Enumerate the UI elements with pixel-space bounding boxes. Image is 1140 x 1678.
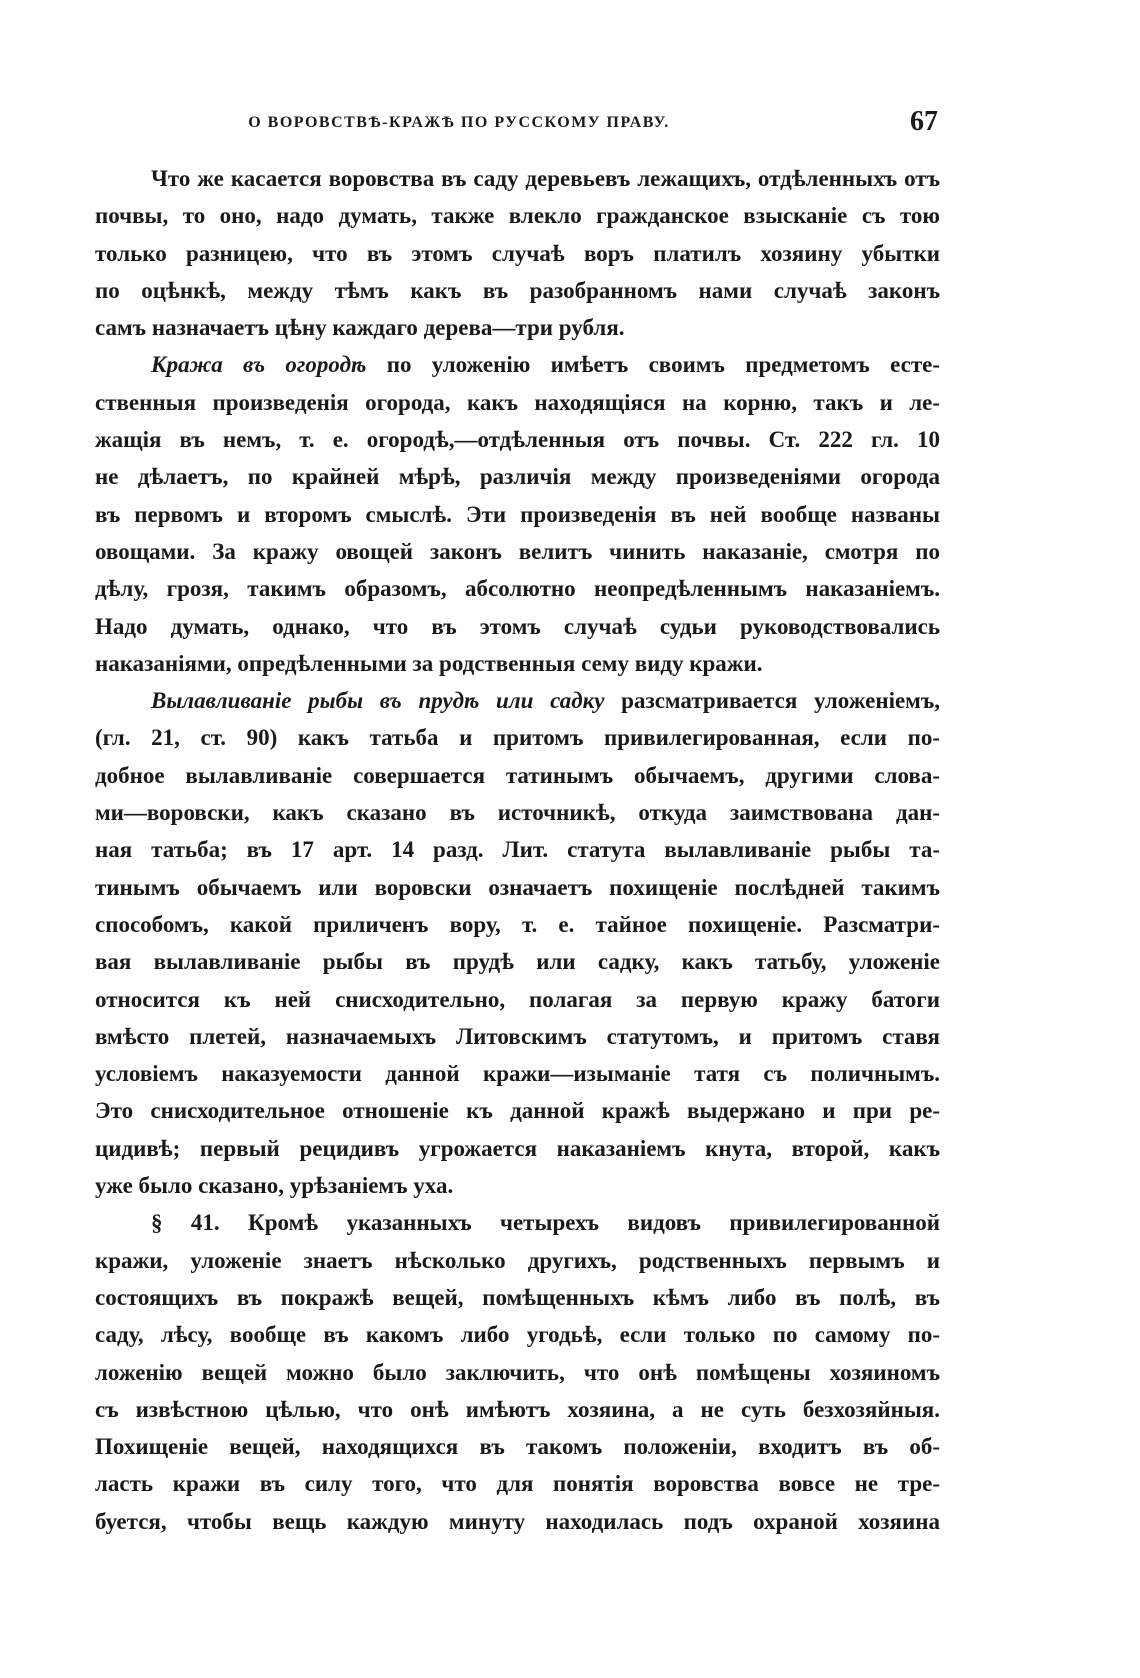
text-line: дѣлу, грозя, такимъ образомъ, абсолютно неопредѣленнымъ наказаніемъ. — [95, 576, 940, 602]
text-line: Что же касается воровства въ саду деревьевъ лежащихъ, отдѣленныхъ отъ — [151, 166, 940, 191]
text-line: уже было сказано, урѣзаніемъ уха. — [95, 1173, 454, 1199]
text-line: не дѣлаетъ, по крайней мѣрѣ, различія между произведеніями огорода — [95, 464, 940, 490]
text-line: самъ назначаетъ цѣну каждаго дерева—три рубля. — [95, 315, 625, 341]
italic-lead: Кража въ огородѣ — [151, 352, 367, 378]
text-line: вая вылавливаніе рыбы въ прудѣ или садку, какъ татьбу, уложеніе — [95, 949, 940, 975]
text-line: саду, лѣсу, вообще въ какомъ либо угодьѣ, если только по самому по- — [95, 1322, 940, 1348]
text-line — [95, 346, 940, 383]
text-line: съ извѣстною цѣлью, что онѣ имѣютъ хозяина, а не суть безхозяйныя. — [95, 1396, 940, 1422]
text-line: Похищеніе вещей, находящихся въ такомъ положеніи, входитъ въ об- — [95, 1434, 940, 1460]
text-line: почвы, то оно, надо думать, также влекло гражданское взысканіе съ тою — [95, 203, 940, 229]
paragraph-section-41 — [95, 1204, 940, 1540]
text-line: условіемъ наказуемости данной кражи—изыманіе татя съ поличнымъ. — [95, 1061, 940, 1087]
text-line: въ первомъ и второмъ смыслѣ. Эти произведенія въ ней вообще названы — [95, 501, 940, 527]
text-line: вмѣсто плетей, назначаемыхъ Литовскимъ статутомъ, и притомъ ставя — [95, 1023, 940, 1049]
italic-lead: Вылавливаніе рыбы въ прудѣ или садку — [151, 688, 605, 714]
text-line: (гл. 21, ст. 90) какъ татьба и притомъ привилегированная, если по- — [95, 725, 940, 751]
text-line: состоящихъ въ покражѣ вещей, помѣщенныхъ кѣмъ либо въ полѣ, въ — [95, 1284, 940, 1310]
paragraph-garden-trees — [95, 160, 940, 346]
text-line: добное вылавливаніе совершается татинымъ обычаемъ, другими слова- — [95, 762, 940, 788]
text-line: § 41. Кромѣ указанныхъ четырехъ видовъ привилегированной — [151, 1210, 940, 1236]
body-text — [95, 160, 940, 1540]
text-line: ласть кражи въ силу того, что для понятія воровства вовсе не тре- — [95, 1471, 940, 1497]
text-line: по оцѣнкѣ, между тѣмъ какъ въ разобранномъ нами случаѣ законъ — [95, 277, 940, 303]
paragraph-vegetable-garden — [95, 346, 940, 682]
line-rest: по уложенію имѣетъ своимъ предметомъ есте- — [366, 352, 940, 378]
page-number: 67 — [910, 106, 938, 137]
text-line: Надо думать, однако, что въ этомъ случаѣ судьи руководствовались — [95, 613, 940, 639]
text-line: кражи, уложеніе знаетъ нѣсколько другихъ, родственныхъ первымъ и — [95, 1247, 940, 1273]
text-line: ложенію вещей можно было заключить, что онѣ помѣщены хозяиномъ — [95, 1359, 940, 1385]
text-line: ственныя произведенія огорода, какъ находящіяся на корню, такъ и ле- — [95, 389, 940, 415]
text-line: ми—воровски, какъ сказано въ источникѣ, откуда заимствована дан- — [95, 800, 940, 826]
text-line: способомъ, какой приличенъ вору, т. е. тайное похищеніе. Разсматри- — [95, 911, 940, 937]
text-line: ная татьба; въ 17 арт. 14 разд. Лит. статута вылавливаніе рыбы та- — [95, 837, 940, 863]
text-line: относится къ ней снисходительно, полагая за первую кражу батоги — [95, 986, 940, 1012]
running-title: О ВОРОВСТВѢ-КРАЖѢ ПО РУССКОМУ ПРАВУ. — [248, 114, 670, 131]
page-header — [98, 108, 940, 148]
text-line: цидивѣ; первый рецидивъ угрожается наказаніемъ кнута, второй, какъ — [95, 1135, 940, 1161]
paragraph-fishing — [95, 682, 940, 1204]
text-line: жащія въ немъ, т. е. огородѣ,—отдѣленныя отъ почвы. Ст. 222 гл. 10 — [95, 427, 940, 453]
line-rest: разсматривается уложеніемъ, — [604, 688, 940, 714]
text-line: только разницею, что въ этомъ случаѣ воръ платилъ хозяину убытки — [95, 240, 940, 266]
text-line: наказаніями, опредѣленными за родственныя сему виду кражи. — [95, 650, 763, 676]
text-line: овощами. За кражу овощей законъ велитъ чинить наказаніе, смотря по — [95, 538, 940, 564]
text-line — [95, 682, 940, 719]
text-line: буется, чтобы вещь каждую минуту находилась подъ охраной хозяина — [95, 1508, 940, 1534]
text-line: тинымъ обычаемъ или воровски означаетъ похищеніе послѣдней такимъ — [95, 874, 940, 900]
text-line: Это снисходительное отношеніе къ данной кражѣ выдержано и при ре- — [95, 1098, 940, 1124]
